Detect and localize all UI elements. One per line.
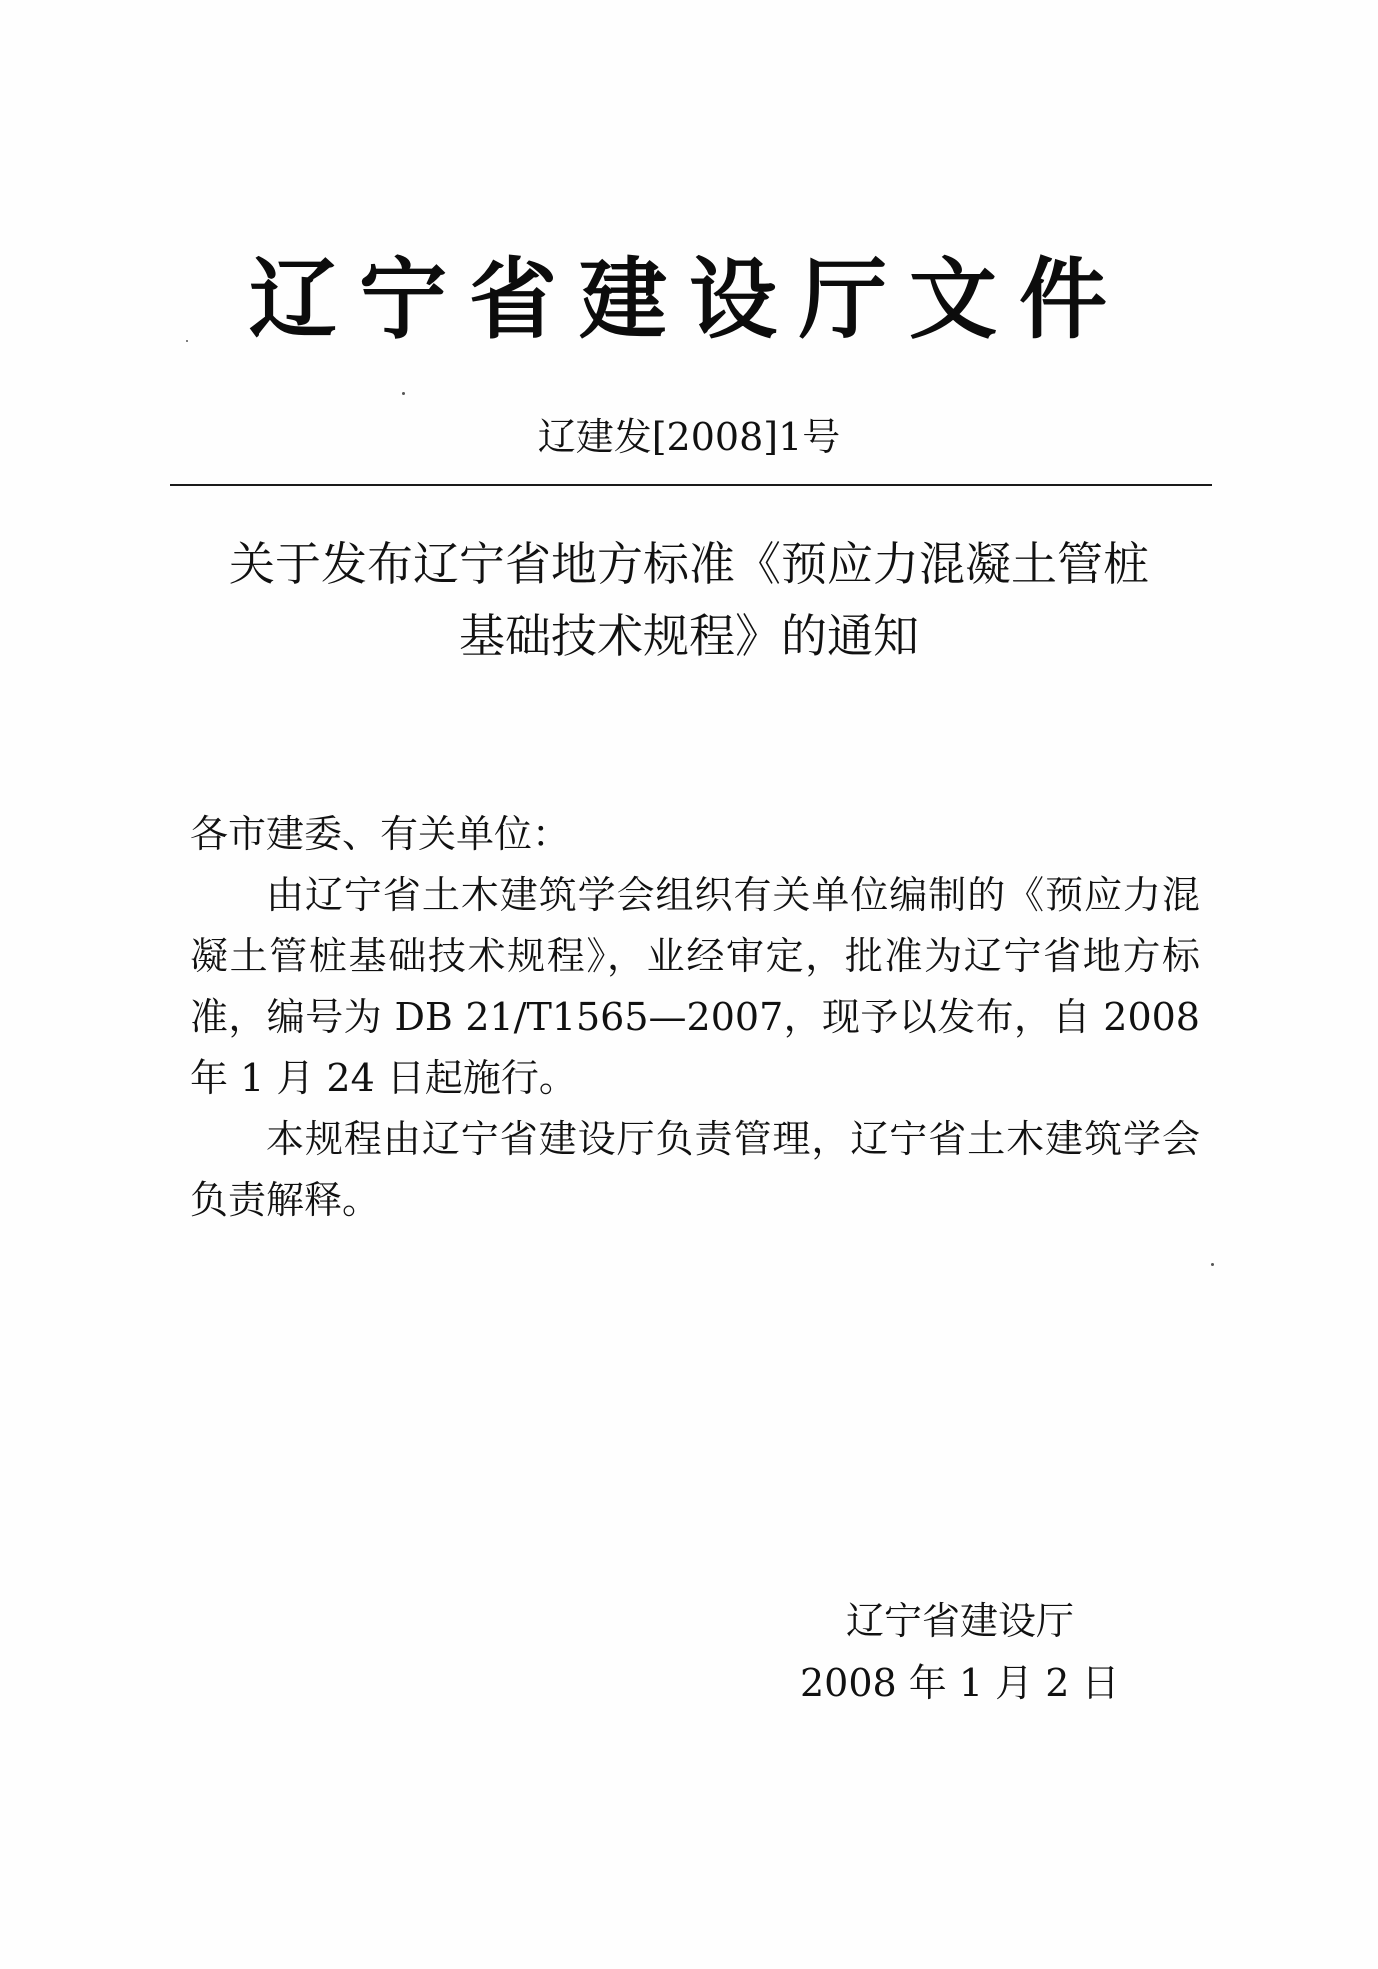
notice-title-line-1: 关于发布辽宁省地方标准《预应力混凝土管桩: [229, 537, 1149, 591]
document-number: 辽建发[2008]1号: [537, 415, 841, 459]
body-paragraph-2: 本规程由辽宁省建设厅负责管理，辽宁省土木建筑学会负责解释。: [190, 1117, 1200, 1222]
body-paragraph-1: 由辽宁省土木建筑学会组织有关单位编制的《预应力混凝土管桩基础技术规程》，业经审定，批准为辽宁省地方标准，编号为 DB 21/T1565—2007，现予以发布，自 2008 年 1 月 24 日起施行。: [190, 873, 1200, 1100]
issue-date: 2008 年 1 月 2 日: [800, 1661, 1120, 1705]
signature-block: [800, 1590, 1150, 1714]
notice-title-line-2: 基础技术规程》的通知: [459, 609, 919, 663]
document-header-title: 辽宁省建设厅文件: [248, 248, 1129, 351]
salutation: 各市建委、有关单位：: [190, 812, 571, 856]
scan-speck: [1211, 1263, 1214, 1266]
notice-body: [190, 804, 1200, 1231]
notice-title: [0, 528, 1378, 672]
scan-speck: [402, 392, 405, 395]
scan-speck: [186, 340, 188, 342]
header-divider: [170, 484, 1212, 486]
issuing-organization: 辽宁省建设厅: [846, 1599, 1075, 1643]
